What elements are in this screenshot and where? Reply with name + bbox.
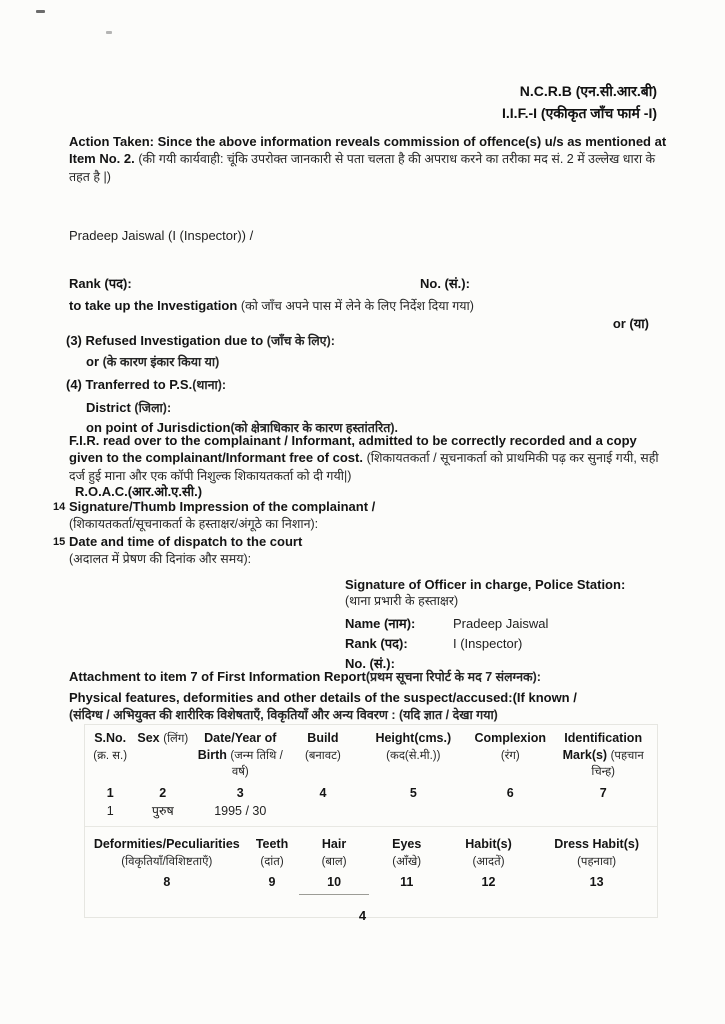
officer-rank-value: I (Inspector) — [453, 636, 523, 651]
action-taken-label: Action Taken: Since the above information reveals commission of offence(s) u/s as mentioned at Item No. 2. — [69, 134, 667, 166]
table1-cell-sex: पुरुष — [151, 804, 174, 819]
item-15-number: 15 — [53, 536, 66, 548]
take-up-investigation-label: to take up the Investigation — [69, 298, 241, 313]
table2-colnum: 9 — [268, 874, 276, 889]
table2-colnum — [295, 875, 372, 895]
table2-colnum: 13 — [589, 874, 604, 889]
form-header-ncrb: N.C.R.B (एन.सी.आर.बी) — [519, 83, 657, 99]
table2-colnum: 12 — [481, 874, 496, 889]
item-14-number: 14 — [53, 501, 66, 513]
attachment-heading: Attachment to item 7 of First Information Report(प्रथम सूचना रिपोर्ट के मद 7 संलग्नक): — [69, 669, 541, 684]
table1-header-build: Build (बनावट) — [305, 731, 341, 762]
table2-header-hair: Hair (बाल) — [321, 836, 347, 868]
item-4-transferred-ps: (4) Tranferred to P.S.(थाना): — [66, 377, 227, 392]
table1-cell-sno: 1 — [106, 804, 114, 819]
district-line: District (जिला): — [86, 400, 172, 415]
table1-header-row — [85, 730, 657, 780]
scan-speck — [106, 31, 112, 34]
officer-signature-title-hindi: (थाना प्रभारी के हस्ताक्षर) — [345, 594, 459, 608]
table2-colnum-underlined: 10 — [299, 875, 369, 895]
roac-line: R.O.A.C.(आर.ओ.ए.सी.) — [75, 484, 203, 499]
item-15-dispatch-court: Date and time of dispatch to the court (अदालत में प्रेषण की दिनांक और समय): — [69, 534, 303, 566]
item-3-or-line: or (के कारण इंकार किया या) — [86, 354, 220, 369]
table2-header-teeth: Teeth (दांत) — [255, 836, 289, 868]
table1-header-dob: Date/Year of Birth (जन्म तिथि / वर्ष) — [197, 731, 283, 779]
officer-signature-title: Signature of Officer in charge, Police Station: — [345, 577, 626, 592]
table1-colnum: 5 — [409, 785, 417, 800]
officer-number-label: No. (सं.): — [345, 656, 395, 671]
officer-in-charge-block — [345, 576, 675, 674]
table1-data-row — [85, 801, 657, 820]
table2-colnum: 8 — [163, 874, 171, 889]
fir-read-over-paragraph: F.I.R. read over to the complainant / Informant, admitted to be correctly recorded and a copy given to the complainant/Informant free of cost. (शिकायतकर्ता / सूचनाकर्ता को प्राथमिकी पढ़ कर सुनाई गयी, सही दर्ज हुई माना और एक कॉपी निशुल्क शिकायतकर्ता को दी गयी|) — [69, 433, 659, 483]
action-taken-paragraph — [69, 133, 667, 186]
table1-header-complexion: Complexion (रंग) — [474, 731, 547, 762]
table1-header-sex: Sex (लिंग) — [137, 731, 189, 745]
deformities-table — [85, 827, 657, 917]
physical-features-heading: Physical features, deformities and other details of the suspect/accused:(If known / (संदिग्ध / अभियुक्त की शारीरिक विशेषताएँ, विकृतियाँ और अन्य विवरण : (यदि ज्ञात / देखा गया) — [69, 690, 577, 722]
scan-speck — [36, 10, 45, 13]
table1-colnum: 2 — [159, 785, 167, 800]
table1-header-height: Height(cms.) (कद(से.मी.)) — [375, 731, 452, 762]
suspect-details-tables — [84, 724, 658, 918]
table1-header-identification: Identification Mark(s) (पहचान चिन्ह) — [562, 731, 644, 779]
item-14-signature-thumb: Signature/Thumb Impression of the complainant / (शिकायतकर्ता/सूचनाकर्ता के हस्ताक्षर/अंगूठे का निशान): — [69, 499, 376, 531]
table2-header-row — [85, 836, 657, 869]
table1-colnum: 1 — [106, 785, 114, 800]
table1-colnum: 7 — [599, 785, 607, 800]
table2-column-numbers-row — [85, 869, 657, 895]
table2-colnum: 11 — [400, 874, 414, 889]
table2-header-deformities: Deformities/Peculiarities (विकृतियाँ/विशिष्टताएँ) — [93, 836, 240, 868]
form-header-iif: I.I.F.-I (एकीकृत जाँच फार्म -I) — [502, 105, 657, 121]
page-number: 4 — [358, 908, 367, 923]
take-up-investigation-line — [69, 297, 474, 314]
table1-colnum: 3 — [236, 785, 244, 800]
table1-colnum: 4 — [319, 785, 327, 800]
take-up-investigation-hindi: (को जाँच अपने पास में लेने के लिए निर्देश दिया गया) — [240, 299, 474, 313]
table1-cell-dob: 1995 / 30 — [214, 804, 267, 819]
table2-header-habits: Habit(s) (आदतें) — [465, 836, 512, 868]
officer-name-label: Name (नाम): — [345, 616, 416, 631]
table2-header-dress-habits: Dress Habit(s) (पहनावा) — [554, 836, 639, 868]
rank-label: Rank (पद): — [69, 276, 132, 291]
or-option-1: or (या) — [612, 316, 649, 331]
table2-header-eyes: Eyes (आँखे) — [392, 836, 422, 868]
physical-features-table — [85, 725, 657, 827]
table1-header-sno: S.No. (क्र. स.) — [93, 731, 128, 762]
investigating-officer-name: Pradeep Jaiswal (I (Inspector)) / — [69, 228, 254, 243]
number-label: No. (सं.): — [420, 276, 470, 291]
action-taken-hindi: (की गयी कार्यवाही: चूंकि उपरोक्त जानकारी से पता चलता है की अपराध करने का तरीका मद सं. 2 में उल्लेख धारा के तहत है |) — [69, 152, 656, 184]
officer-rank-label: Rank (पद): — [345, 636, 408, 651]
officer-name-value: Pradeep Jaiswal — [453, 616, 549, 631]
table1-colnum: 6 — [506, 785, 514, 800]
table1-column-numbers-row — [85, 780, 657, 802]
jurisdiction-line: on point of Jurisdiction(को क्षेत्राधिकार के कारण हस्तांतरित). — [86, 420, 398, 435]
item-3-refused-investigation: (3) Refused Investigation due to (जाँच के लिए): — [66, 333, 335, 348]
